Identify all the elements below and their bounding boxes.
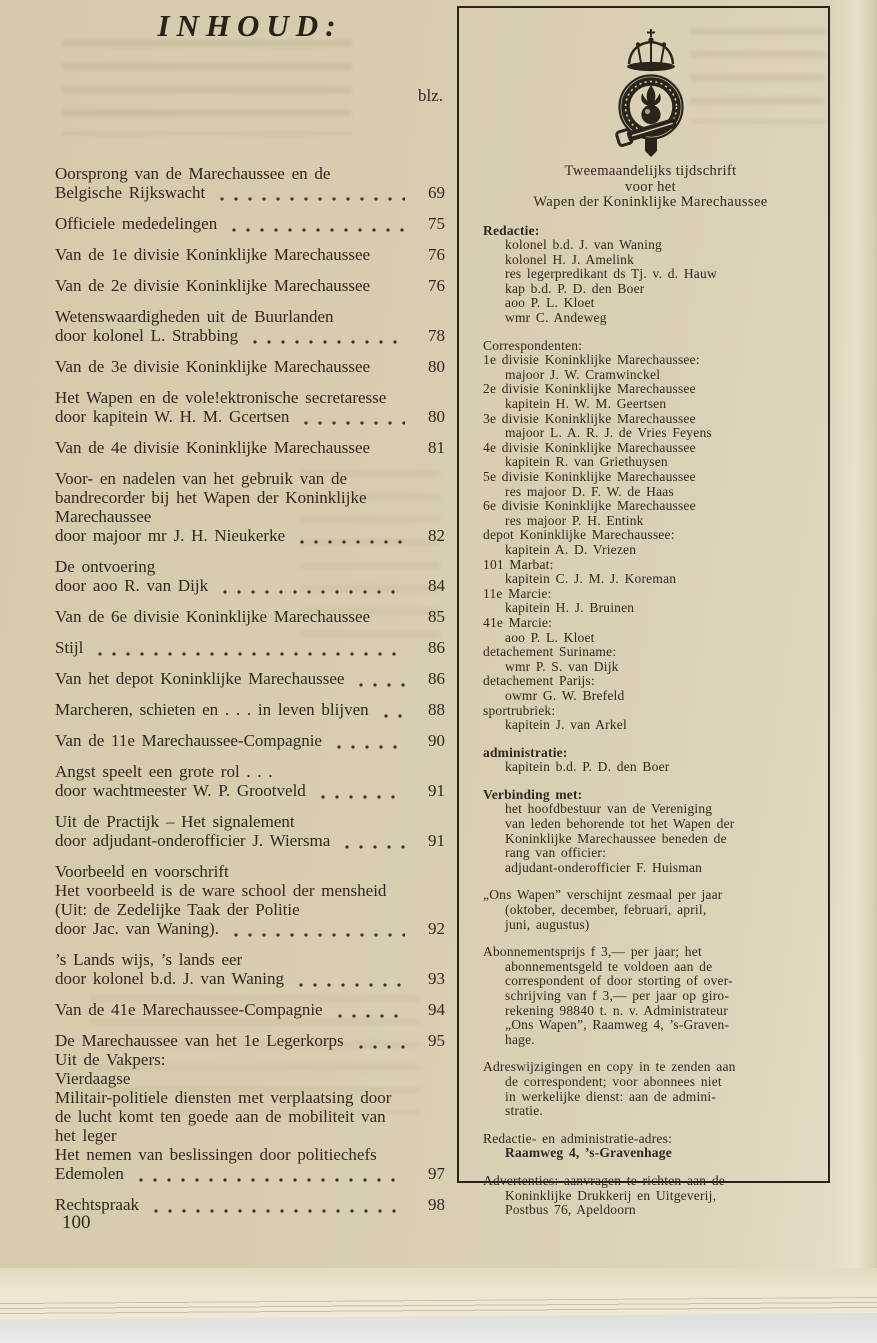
toc-line [55,576,445,595]
page-right-edge [831,0,877,1316]
leader-dots [354,1036,405,1050]
toc-line [55,731,445,750]
toc-line [55,438,445,457]
colophon-sections [483,224,818,1218]
toc-line-text: het leger [55,1126,117,1145]
toc-line [55,700,445,719]
colophon-line: stratie. [505,1103,543,1119]
toc-page-number: 95 [428,1031,445,1050]
leader-dots [294,974,405,988]
colophon-line: correspondent of door storting of over- [505,973,733,989]
colophon-line: 3e divisie Koninklijke Marechaussee [483,410,696,426]
toc-page-number: 84 [428,576,445,595]
leader-dots [227,219,405,233]
toc-line-text: door Jac. van Waning). [55,919,219,938]
toc-line [55,1107,445,1126]
colophon-line: wmr C. Andeweg [505,310,607,326]
toc-line [55,881,445,900]
toc-page-number: 90 [428,731,445,750]
toc-line-text: Voor- en nadelen van het gebruik van de [55,469,348,488]
table-of-contents [55,164,445,1214]
toc-line-text: door adjudant-onderofficier J. Wiersma [55,831,331,850]
colophon-heading: administratie: [483,744,568,760]
colophon-line: hage. [505,1031,535,1047]
colophon-line: kapitein J. van Arkel [505,717,627,733]
toc-line [55,326,445,345]
colophon-line: Koninklijke Marechaussee beneden de [505,830,727,846]
colophon-heading: Correspondenten: [483,337,583,353]
page-column-header: blz. [417,86,443,105]
toc-line-text: Van de 6e divisie Koninklijke Marechaussee [55,607,371,626]
toc-line-text: Uit de Vakpers: [55,1050,166,1069]
toc-line [55,1195,445,1214]
toc-line-text: door kapitein W. H. M. Gcertsen [55,407,290,426]
masthead-line: voor het [624,178,677,195]
colophon-line: aoo P. L. Kloet [505,629,595,645]
toc-page-number: 85 [428,607,445,626]
toc-page-number: 80 [428,357,445,376]
toc-line-text: Van de 11e Marechaussee-Compagnie [55,731,322,750]
leader-dots [316,786,405,800]
toc-line-text: Voorbeeld en voorschrift [55,862,229,881]
toc-line [55,407,445,426]
leader-dots [134,1169,405,1183]
toc-page-number: 75 [428,214,445,233]
toc-line [55,183,445,202]
toc-line [55,762,445,781]
toc-line-text: Van de 41e Marechaussee-Compagnie [55,1000,323,1019]
colophon-line: van leden behorende tot het Wapen der [505,816,735,832]
colophon-line: het hoofdbestuur van de Vereniging [505,801,713,817]
colophon-block [483,224,818,326]
colophon-line: aoo P. L. Kloet [505,295,595,311]
toc-line [55,469,445,488]
toc-line-text: Stijl [55,638,84,657]
toc-line [55,245,445,264]
table-of-contents-column [55,8,445,1214]
colophon-line: in werkelijke dienst: aan de admini- [505,1088,717,1104]
toc-line [55,1164,445,1183]
toc-line-text: door majoor mr J. H. Nieukerke [55,526,286,545]
toc-line [55,669,445,688]
toc-line [55,214,445,233]
colophon-line: res majoor P. H. Entink [505,512,644,528]
page-stack-edge [0,1268,877,1320]
colophon-block [483,1060,818,1118]
colophon-panel [457,6,830,1218]
colophon-line: wmr P. S. van Dijk [505,658,619,674]
toc-line [55,488,445,507]
colophon-line: 6e divisie Koninklijke Marechaussee [483,498,696,514]
toc-line-text: De ontvoering [55,557,156,576]
page-title: INHOUD: [157,8,343,43]
leader-dots [299,412,405,426]
masthead-line: Tweemaandelijks tijdschrift [564,163,737,179]
toc-page-number: 76 [428,245,445,264]
colophon-line: 4e divisie Koninklijke Marechaussee [483,439,696,455]
toc-page-number: 94 [428,1000,445,1019]
colophon-line: kapitein H. J. Bruinen [505,600,635,616]
toc-line [55,557,445,576]
leader-dots [295,531,405,545]
colophon-line: majoor L. A. R. J. de Vries Feyens [505,425,712,441]
toc-line [55,900,445,919]
colophon-line: Advertenties: aanvragen te richten aan de [483,1172,725,1188]
toc-page-number: 80 [428,407,445,426]
toc-page-number: 88 [428,700,445,719]
colophon-block [483,1132,818,1161]
colophon-line: abonnementsgeld te voldoen aan de [505,958,713,974]
toc-line-text: door aoo R. van Dijk [55,576,209,595]
toc-line [55,276,445,295]
toc-page-number: 93 [428,969,445,988]
leader-dots [379,705,405,719]
toc-line [55,1145,445,1164]
toc-line [55,607,445,626]
toc-line-text: Oorsprong van de Marechaussee en de [55,164,331,183]
toc-line [55,1031,445,1050]
toc-line-text: Edemolen [55,1164,124,1183]
toc-page-number: 86 [428,669,445,688]
toc-line [55,1126,445,1145]
toc-line-text: Wetenswaardigheden uit de Buurlanden [55,307,334,326]
toc-line [55,507,445,526]
toc-line-text: bandrecorder bij het Wapen der Koninklijke [55,488,367,507]
toc-page-number: 82 [428,526,445,545]
colophon-line: 11e Marcie: [483,585,552,601]
colophon-line: Abonnementsprijs f 3,— per jaar; het [483,944,702,960]
toc-line-text: Van de 3e divisie Koninklijke Marechaussee [55,357,371,376]
colophon-line: kapitein C. J. M. J. Koreman [505,571,677,587]
colophon-block [483,888,818,932]
colophon-line: 5e divisie Koninklijke Marechaussee [483,469,696,484]
toc-line [55,919,445,938]
colophon-line: Raamweg 4, ’s-Gravenhage [505,1145,672,1161]
colophon-line: detachement Suriname: [483,644,617,660]
toc-line-text: Uit de Practijk – Het signalement [55,812,295,831]
colophon-line: majoor J. W. Cramwinckel [505,366,661,382]
toc-line-text: Van de 4e divisie Koninklijke Marechaussee [55,438,371,457]
colophon-line: rekening 98840 t. n. v. Administrateur [505,1002,728,1018]
colophon-block [483,788,818,876]
colophon-block [483,746,818,775]
toc-page-number: 97 [428,1164,445,1183]
colophon-block [483,945,818,1047]
colophon-line: kapitein H. W. M. Geertsen [505,396,667,412]
toc-line [55,812,445,831]
leader-dots [248,331,405,345]
colophon-line: schrijving van f 3,— per jaar op giro- [505,988,730,1003]
toc-page-number: 81 [428,438,445,457]
toc-line-text: de lucht komt ten goede aan de mobiliteit van [55,1107,386,1126]
colophon-line: „Ons Wapen” verschijnt zesmaal per jaar [483,887,723,903]
marechaussee-crest-icon [601,28,701,158]
colophon-line: 101 Marbat: [483,556,554,572]
toc-line-text: (Uit: de Zedelijke Taak der Politie [55,900,300,919]
toc-page-number: 91 [428,781,445,800]
colophon-heading: Verbinding met: [483,786,583,802]
colophon-line: kap b.d. P. D. den Boer [505,280,645,296]
toc-line [55,638,445,657]
toc-line [55,831,445,850]
toc-line [55,307,445,326]
colophon-line: kapitein A. D. Vriezen [505,541,637,557]
toc-page-number: 86 [428,638,445,657]
leader-dots [93,643,405,657]
leader-dots [215,188,405,202]
colophon-line: „Ons Wapen”, Raamweg 4, ’s-Graven- [505,1017,730,1033]
toc-page-number: 78 [428,326,445,345]
colophon-line: 41e Marcie: [483,614,553,630]
colophon-line: de correspondent; voor abonnees niet [505,1073,722,1089]
toc-line-text: door kolonel b.d. J. van Waning [55,969,284,988]
colophon-line: Koninklijke Drukkerij en Uitgeverij, [505,1187,717,1203]
toc-line-text: Het voorbeeld is de ware school der mensheid [55,881,387,900]
colophon-line: kapitein R. van Griethuysen [505,454,668,470]
colophon-line: adjudant-onderofficier F. Huisman [505,859,703,875]
toc-line [55,1000,445,1019]
colophon-line: kapitein b.d. P. D. den Boer [505,759,670,775]
toc-line-text: Militair-politiele diensten met verplaatsing door [55,1088,392,1107]
colophon-line: 2e divisie Koninklijke Marechaussee [483,381,696,397]
toc-page-number: 69 [428,183,445,202]
toc-page-number: 98 [428,1195,445,1214]
leader-dots [354,674,405,688]
colophon-line: Adreswijzigingen en copy in te zenden aan [483,1059,736,1075]
toc-line-text: Het nemen van beslissingen door politiechefs [55,1145,377,1164]
toc-line [55,388,445,407]
toc-line-text: Vierdaagse [55,1069,131,1088]
toc-line-text: door kolonel L. Strabbing [55,326,239,345]
colophon-line: kolonel H. J. Amelink [505,251,635,267]
toc-line [55,862,445,881]
toc-line [55,1050,445,1069]
toc-line-text: Angst speelt een grote rol . . . [55,762,273,781]
toc-line-text: Rechtspraak [55,1195,140,1214]
toc-line-text: Van de 1e divisie Koninklijke Marechaussee [55,245,371,264]
toc-line [55,357,445,376]
colophon-line: sportrubriek: [483,702,556,718]
colophon-line: (oktober, december, februari, april, [505,902,707,918]
folio-page-number: 100 [62,1212,91,1233]
colophon-line: 1e divisie Koninklijke Marechaussee: [483,352,700,368]
toc-line [55,781,445,800]
toc-line [55,164,445,183]
toc-line [55,1069,445,1088]
toc-line-text: Van het depot Koninklijke Marechaussee [55,669,345,688]
toc-line-text: Belgische Rijkswacht [55,183,206,202]
toc-line-text: ’s Lands wijs, ’s lands eer [55,950,243,969]
toc-line [55,526,445,545]
toc-line [55,950,445,969]
colophon-line: rang van officier: [505,845,607,861]
toc-line-text: De Marechaussee van het 1e Legerkorps [55,1031,344,1050]
colophon-line: res majoor D. F. W. de Haas [505,483,674,499]
toc-line-text: Marechaussee [55,507,152,526]
colophon-line: detachement Parijs: [483,673,595,689]
colophon-line: kolonel b.d. J. van Waning [505,237,662,253]
colophon-line: depot Koninklijke Marechaussee: [483,527,675,543]
toc-page-number: 92 [428,919,445,938]
masthead-line: Wapen der Koninklijke Marechaussee [533,194,768,210]
colophon-block [483,1174,818,1218]
colophon-line: owmr G. W. Brefeld [505,687,625,703]
leader-dots [332,736,405,750]
toc-page-number: 76 [428,276,445,295]
leader-dots [340,836,405,850]
masthead [483,164,818,211]
leader-dots [333,1005,405,1019]
colophon-line: Postbus 76, Apeldoorn [505,1202,636,1218]
leader-dots [218,581,405,595]
leader-dots [229,924,405,938]
colophon-line: res legerpredikant ds Tj. v. d. Hauw [505,266,717,282]
colophon-line: Redactie- en administratie-adres: [483,1130,673,1146]
leader-dots [149,1200,405,1214]
toc-line-text: Officiele mededelingen [55,214,218,233]
toc-line [55,1088,445,1107]
colophon-line: juni, augustus) [505,916,590,932]
toc-line-text: Het Wapen en de vole!ektronische secretaresse [55,388,387,407]
toc-page-number: 91 [428,831,445,850]
toc-line-text: Marcheren, schieten en . . . in leven blijven [55,700,369,719]
toc-line-text: Van de 2e divisie Koninklijke Marechaussee [55,276,371,295]
colophon-block [483,339,818,733]
toc-line [55,969,445,988]
colophon-heading: Redactie: [483,222,540,238]
toc-line-text: door wachtmeester W. P. Grootveld [55,781,306,800]
